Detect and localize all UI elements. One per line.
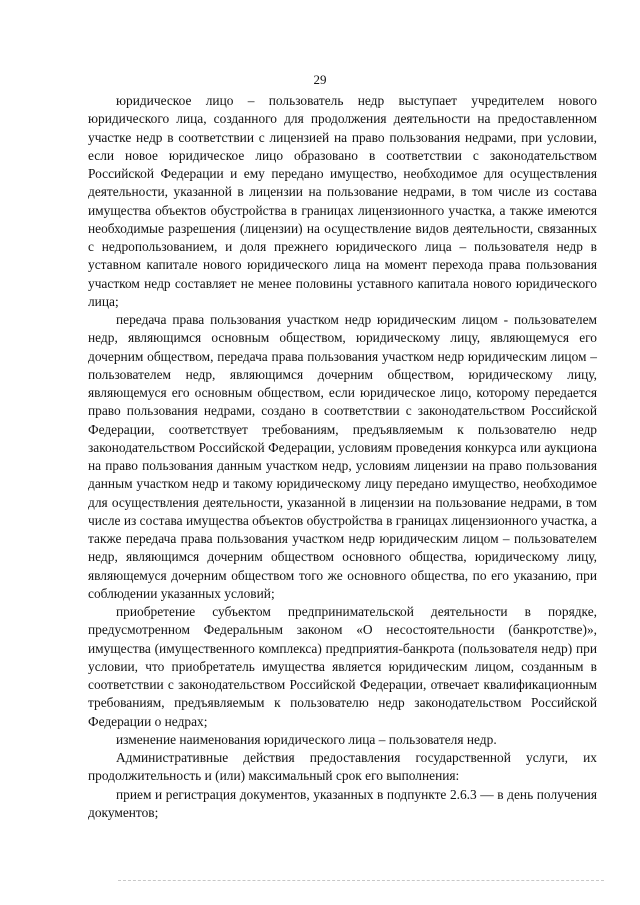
paragraph-document-reception: прием и регистрация документов, указанных в подпункте 2.6.3 — в день получения документов; [88,786,597,820]
paragraph-administrative-actions: Административные действия предоставления государственной услуги, их продолжительность и (или) максимальный срок его выполнения: [88,750,597,784]
paragraph-name-change: изменение наименования юридического лица – пользователя недр. [116,731,497,747]
footer-divider [118,880,604,881]
paragraph-transfer-subsidiary: передача права пользования участком недр юридическим лицом - пользователем недр, являющимся основным обществом, юридическому лицу, являющемуся его дочерним обществом, передача права пользования участком недр юридическим лицом – пользователем недр, являющимся дочерним обществом, юридическому лицу, являющемуся его основным обществом, если юридическое лицо, которому передается право пользования недрами, создано в соответствии с законодательством Российской Федерации, соответствует требованиям, предъявляемым к пользователю недр законодательством Российской Федерации, условиям проведения конкурса или аукциона на право пользования данным участком недр, условиям лицензии на право пользования данным участком недр и такому юридическому лицу передано имущество, необходимое для осуществления деятельности, указанной в лицензии на пользование недрами, в том числе из состава имущества объектов обустройства в границах лицензионного участка, а также передача права пользования участком недр юридическим лицом – пользователем недр, являющимся дочерним обществом основного общества, юридическому лицу, являющемуся дочерним обществом того же основного общества, по его указанию, при соблюдении указанных условий; [88,312,597,601]
document-body [88,92,597,822]
paragraph-bankruptcy-acquisition: приобретение субъектом предпринимательской деятельности в порядке, предусмотренном Федеральным законом «О несостоятельности (банкротстве)», имущества (имущественного комплекса) предприятия-банкрота (пользователя недр) при условии, что приобретатель имущества является юридическим лицом, созданным в соответствии с законодательством Российской Федерации, отвечает квалификационным требованиям, предъявляемым к пользователю недр законодательством Российской Федерации о недрах; [88,604,597,729]
paragraph-new-legal-entity: юридическое лицо – пользователь недр выступает учредителем нового юридического лица, созданного для продолжения деятельности на предоставленном участке недр в соответствии с лицензией на право пользования недрами, при условии, если новое юридическое лицо образовано в соответствии с законодательством Российской Федерации и ему передано имущество, необходимое для осуществления деятельности, указанной в лицензии на пользование недрами, в том числе из состава имущества объектов обустройства в границах лицензионного участка, а также имеются необходимые разрешения (лицензии) на осуществление видов деятельности, связанных с недропользованием, и доля прежнего юридического лица – пользователя недр в уставном капитале нового юридического лица на момент перехода права пользования участком недр составляет не менее половины уставного капитала нового юридического лица; [88,93,597,309]
page-number: 29 [313,72,327,87]
